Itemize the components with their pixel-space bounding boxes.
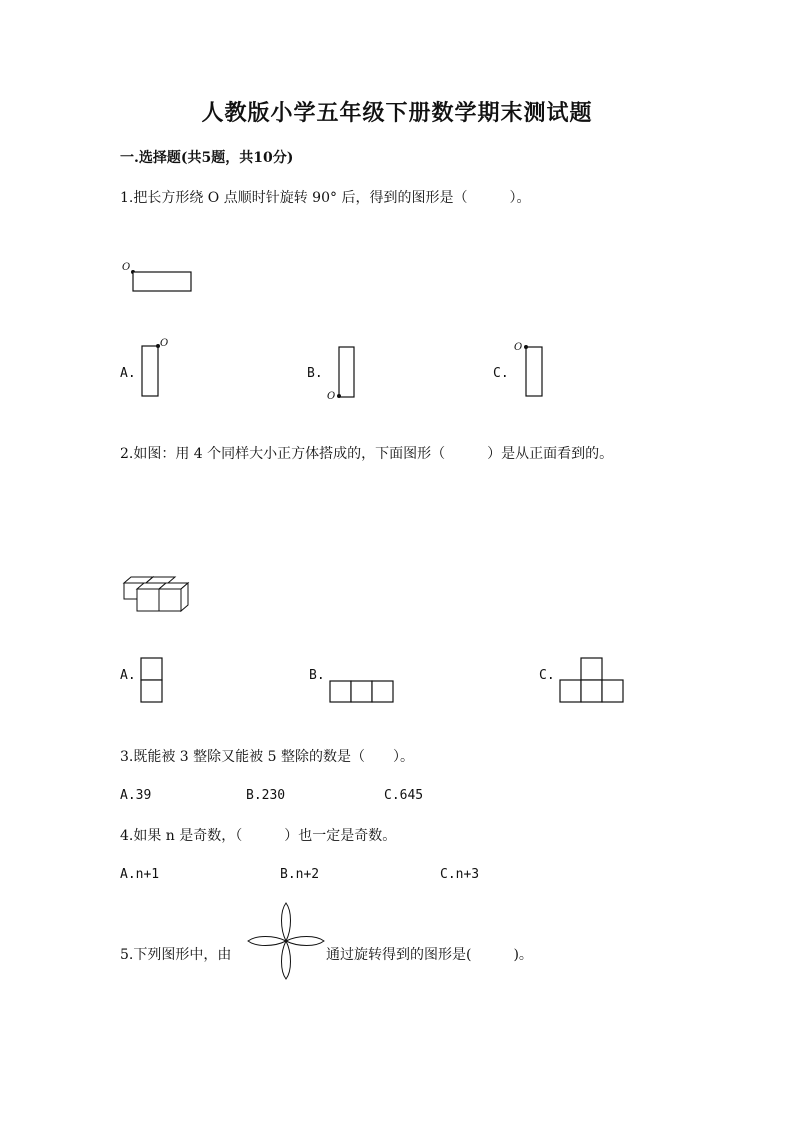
q2-option-b-figure (329, 680, 395, 704)
q1-option-a-label[interactable]: A. (120, 366, 136, 381)
q5-petal-figure (246, 901, 326, 981)
q2-option-b-label[interactable]: B. (309, 668, 325, 683)
q1-option-b-figure (322, 344, 362, 404)
q1-rectangle (133, 272, 191, 291)
q2-option-c-label[interactable]: C. (539, 668, 555, 683)
question-5-text-after: 通过旋转得到的图形是( )。 (326, 947, 533, 963)
q1-original-rectangle-figure (118, 258, 198, 298)
section-heading: 一.选择题(共5题，共10分) (120, 150, 294, 166)
page-title: 人教版小学五年级下册数学期末测试题 (201, 100, 593, 126)
question-2-text: 2.如图：用 4 个同样大小正方体搭成的，下面图形（ ）是从正面看到的。 (120, 446, 614, 462)
question-1-text: 1.把长方形绕 O 点顺时针旋转 90° 后，得到的图形是（ ）。 (120, 190, 531, 206)
q4-option-c[interactable]: C.n+3 (440, 867, 480, 882)
q2-cube-stack-figure (120, 574, 190, 614)
q2-option-c-figure (559, 657, 625, 705)
q4-option-b[interactable]: B.n+2 (280, 867, 320, 882)
q3-option-b[interactable]: B.230 (246, 788, 286, 803)
question-5-text-before: 5.下列图形中，由 (120, 947, 232, 963)
svg-text:O: O (160, 338, 169, 349)
q1-point-label: O (122, 262, 131, 273)
question-3-text: 3.既能被 3 整除又能被 5 整除的数是（ ）。 (120, 749, 414, 765)
q1-option-a-figure (138, 337, 178, 399)
question-4-text: 4.如果 n 是奇数，（ ）也一定是奇数。 (120, 828, 397, 844)
q2-option-a-figure (140, 657, 164, 705)
svg-text:O: O (514, 342, 523, 353)
q3-option-c[interactable]: C.645 (384, 788, 424, 803)
svg-text:O: O (327, 391, 336, 402)
q1-option-c-label[interactable]: C. (493, 366, 509, 381)
q1-option-c-figure (512, 339, 552, 401)
q1-option-b-label[interactable]: B. (307, 366, 323, 381)
q4-option-a[interactable]: A.n+1 (120, 867, 160, 882)
q3-option-a[interactable]: A.39 (120, 788, 152, 803)
q2-option-a-label[interactable]: A. (120, 668, 136, 683)
